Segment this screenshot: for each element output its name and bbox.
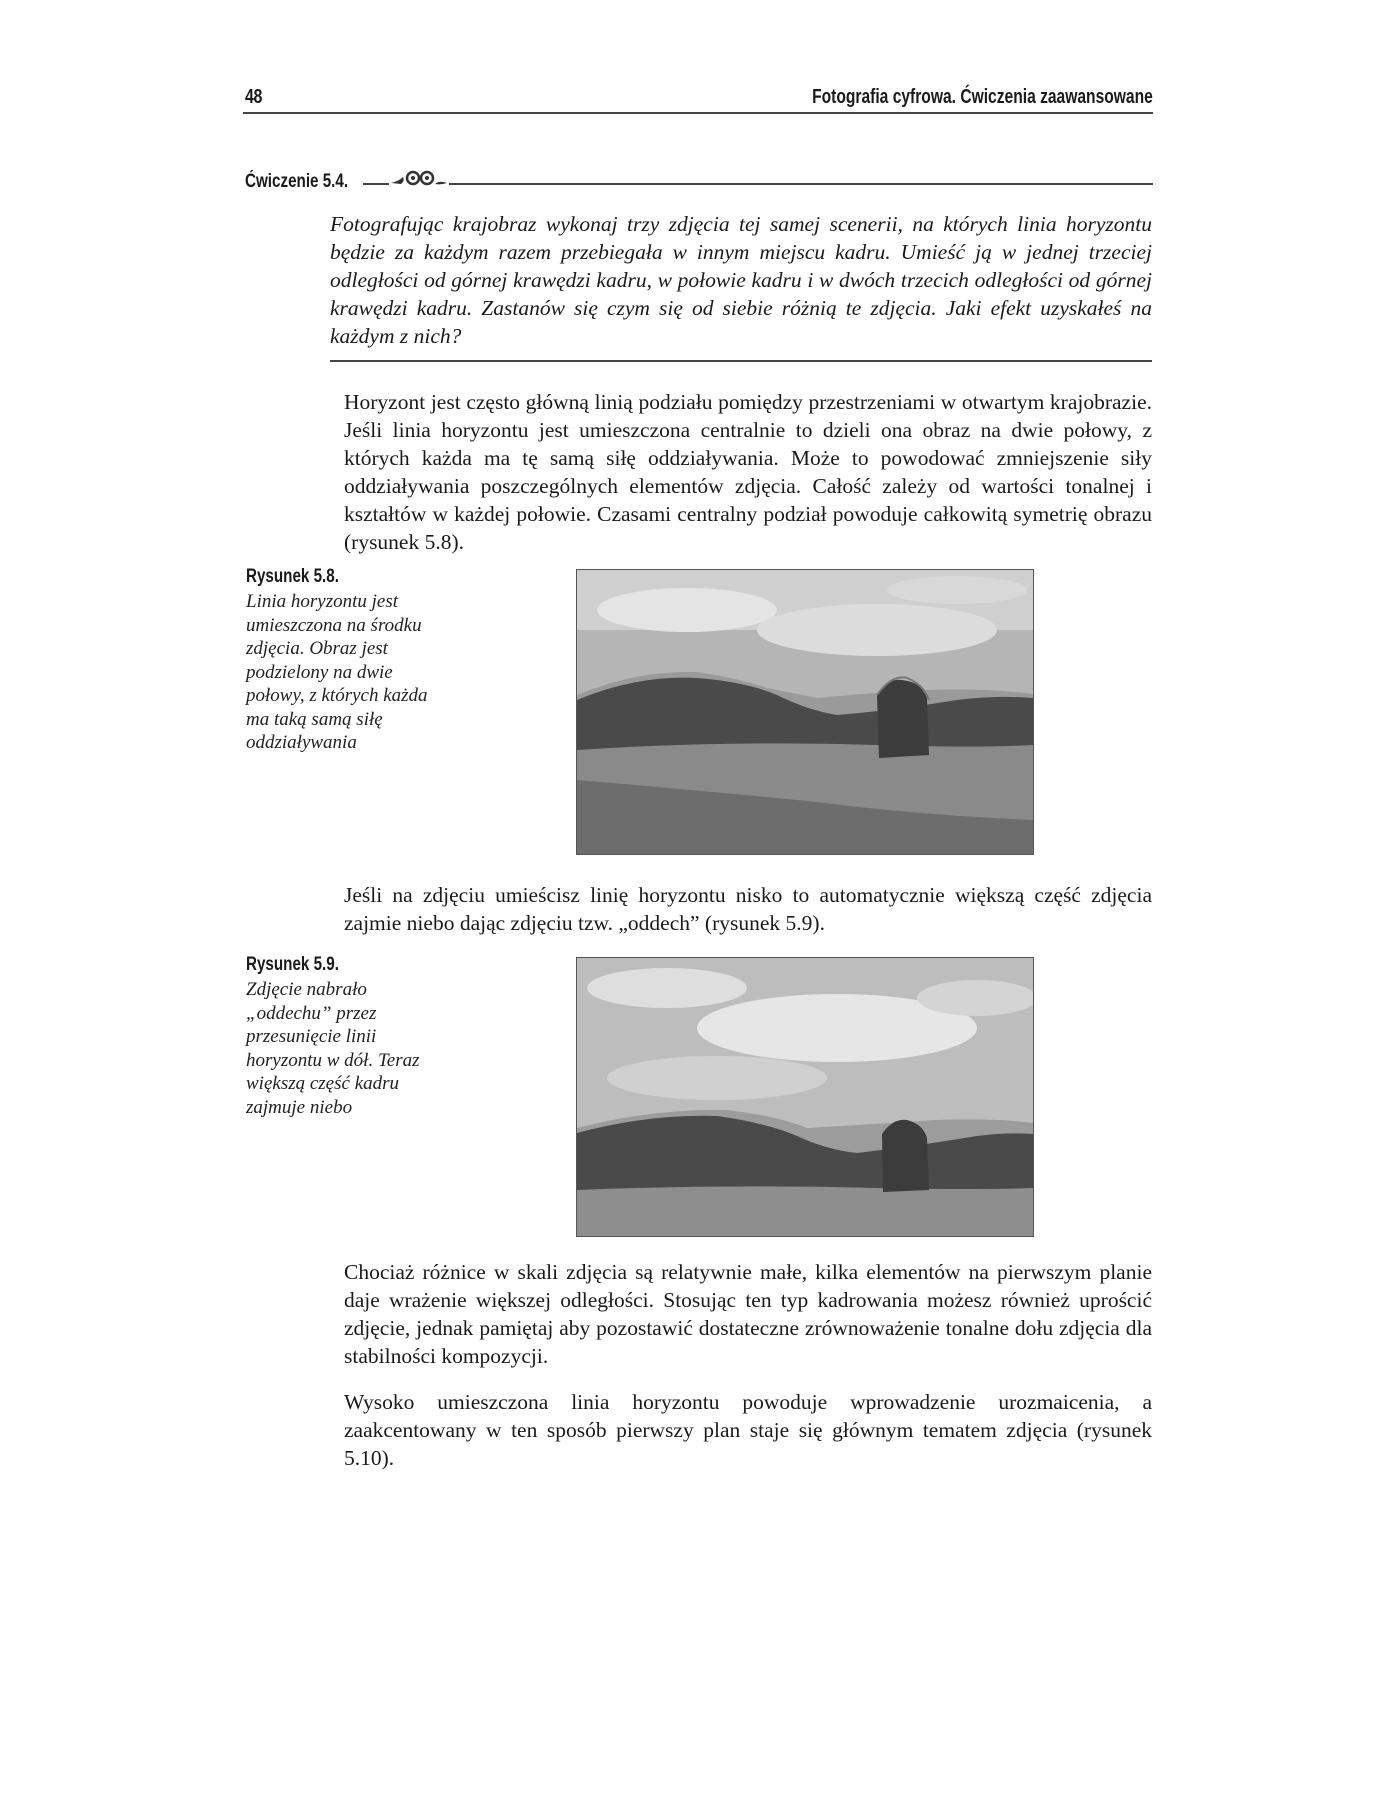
page-number: 48	[245, 86, 262, 108]
figure-label: Rysunek 5.8.	[246, 566, 339, 587]
figure-caption: Linia horyzontu jest umieszczona na środku zdjęcia. Obraz jest podzielony na dwie połowy, z których każda ma taką samą siłę oddziaływania	[246, 591, 428, 753]
paragraph-horizon-low: Jeśli na zdjęciu umieścisz linię horyzontu nisko to automatycznie większą część zdjęcia zajmie niebo dając zdjęciu tzw. „oddech” (rysunek 5.9).	[344, 883, 1152, 935]
figure-5-8-image	[576, 569, 1034, 855]
page-header	[243, 86, 1153, 114]
exercise-task: Fotografując krajobraz wykonaj trzy zdjęcia tej samej scenerii, na których linia horyzontu będzie za każdym razem przebiegała w innym miejscu kadru. Umieść ją w jednej trzeciej odległości od górnej krawędzi kadru, w połowie kadru i w dwóch trzecich odległości od górnej krawędzi kadru. Zastanów się czym się od siebie różnią te zdjęcia. Jaki efekt uzyskałeś na każdym z nich?	[330, 212, 1152, 348]
ornament-icon	[389, 167, 449, 189]
exercise-heading	[243, 167, 1153, 193]
running-title: Fotografia cyfrowa. Ćwiczenia zaawansowane	[812, 86, 1153, 108]
exercise-label: Ćwiczenie 5.4.	[245, 171, 349, 192]
figure-5-9-caption-block	[246, 954, 446, 1119]
paragraph-horizon-center: Horyzont jest często główną linią podziału pomiędzy przestrzeniami w otwartym krajobrazie. Jeśli linia horyzontu jest umieszczona centralnie to dzieli ona obraz na dwie połowy, z których każda ma tę samą siłę oddziaływania. Może to powodować zmniejszenie siły oddziaływania poszczególnych elementów zdjęcia. Całość zależy od wartości tonalnej i kształtów w każdej połowie. Czasami centralny podział powoduje całkowitą symetrię obrazu (rysunek 5.8).	[344, 390, 1152, 554]
figure-5-9-image	[576, 957, 1034, 1237]
paragraph-horizon-high: Wysoko umieszczona linia horyzontu powoduje wprowadzenie urozmaicenia, a zaakcentowany w ten sposób pierwszy plan staje się głównym tematem zdjęcia (rysunek 5.10).	[344, 1390, 1152, 1470]
exercise-rule	[363, 183, 1153, 185]
task-divider	[330, 360, 1152, 362]
figure-label: Rysunek 5.9.	[246, 954, 339, 975]
paragraph-scale-differences: Chociaż różnice w skali zdjęcia są relatywnie małe, kilka elementów na pierwszym planie daje wrażenie większej odległości. Stosując ten typ kadrowania możesz również uprościć zdjęcie, jednak pamiętaj aby pozostawić dostateczne zrównoważenie tonalne dołu zdjęcia dla stabilności kompozycji.	[344, 1260, 1152, 1368]
figure-5-8-caption-block	[246, 566, 446, 755]
figure-caption: Zdjęcie nabrało „oddechu” przez przesunięcie linii horyzontu w dół. Teraz większą część kadru zajmuje niebo	[246, 979, 420, 1118]
